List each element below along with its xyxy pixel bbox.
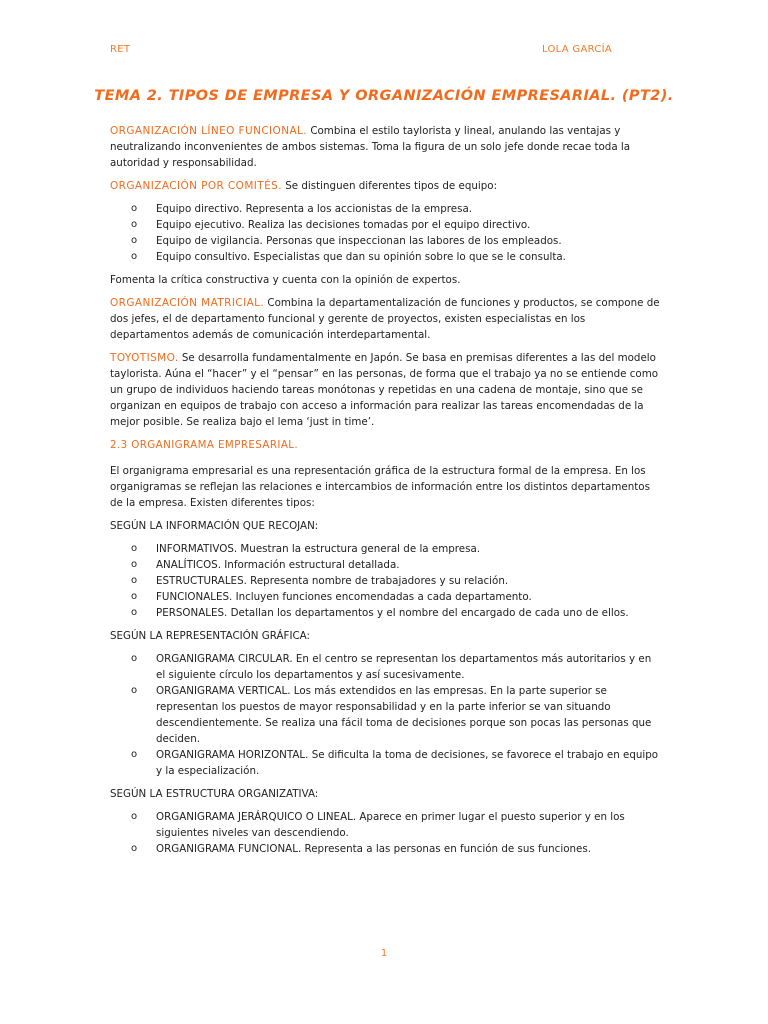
paragraph-toyotismo <box>110 350 660 430</box>
paragraph-lineo-funcional <box>110 123 660 171</box>
group-label-estructura: SEGÚN LA ESTRUCTURA ORGANIZATIVA: <box>110 788 319 800</box>
list-item: o Equipo de vigilancia. Personas que inspeccionan las labores de los empleados. <box>110 233 660 249</box>
header-left: RET <box>110 44 131 55</box>
paragraph-text: Combina la departamentalización de funciones y productos, se compone de dos jefes, el de departamento funcional y gerente de proyectos, existen especialistas en los departamentos además de comunicación interdepartamental. <box>110 297 660 341</box>
list-item: o ESTRUCTURALES. Representa nombre de trabajadores y su relación. <box>110 573 660 589</box>
list-item: o ORGANIGRAMA HORIZONTAL. Se dificulta la toma de decisiones, se favorece el trabajo en equipo y la especialización. <box>110 747 660 779</box>
paragraph-text: Se desarrolla fundamentalmente en Japón. Se basa en premisas diferentes a las del modelo taylorista. Aúna el “hacer” y el “pensar” en las personas, de forma que el trabajo ya no se entiende como un grupo de individuos haciendo tareas monótonas y repetidas en una cadena de montaje, sino que se organizan en equipos de trabajo con acceso a información para realizar las tareas encomendadas de la mejor posible. Se realiza bajo el lema ‘just in time’. <box>110 352 659 428</box>
list-item: o Equipo directivo. Representa a los accionistas de la empresa. <box>110 201 660 217</box>
estructura-list <box>110 809 660 857</box>
document-body <box>110 123 660 864</box>
keyword: ORGANIZACIÓN LÍNEO FUNCIONAL. <box>110 125 308 137</box>
keyword: TOYOTISMO. <box>110 352 179 364</box>
list-item: o ORGANIGRAMA VERTICAL. Los más extendidos en las empresas. En la parte superior se representan los puestos de mayor responsabilidad y en la parte inferior se van situando descendientemente. Se realiza una fácil toma de decisiones porque son pocas las personas que deciden. <box>110 683 660 747</box>
list-item: o FUNCIONALES. Incluyen funciones encomendadas a cada departamento. <box>110 589 660 605</box>
page-number: 1 <box>380 948 388 959</box>
group-label-representacion: SEGÚN LA REPRESENTACIÓN GRÁFICA: <box>110 630 310 642</box>
paragraph-fomenta: Fomenta la crítica constructiva y cuenta con la opinión de expertos. <box>110 274 461 286</box>
paragraph-text: Se distinguen diferentes tipos de equipo: <box>281 180 498 192</box>
list-item: o Equipo ejecutivo. Realiza las decisiones tomadas por el equipo directivo. <box>110 217 660 233</box>
group-label-informacion: SEGÚN LA INFORMACIÓN QUE RECOJAN: <box>110 520 319 532</box>
keyword: ORGANIZACIÓN POR COMITÉS. <box>110 180 282 192</box>
paragraph-comites <box>110 178 660 194</box>
paragraph-organigrama-intro: El organigrama empresarial es una representación gráfica de la estructura formal de la empresa. En los organigramas se reflejan las relaciones e intercambios de información entre los distintos departamentos de la empresa. Existen diferentes tipos: <box>110 465 650 509</box>
list-item: o ORGANIGRAMA FUNCIONAL. Representa a las personas en función de sus funciones. <box>110 841 660 857</box>
comites-list <box>110 201 660 265</box>
paragraph-matricial <box>110 295 660 343</box>
list-item: o ANALÍTICOS. Información estructural detallada. <box>110 557 660 573</box>
list-item: o PERSONALES. Detallan los departamentos y el nombre del encargado de cada uno de ellos. <box>110 605 660 621</box>
list-item: o ORGANIGRAMA CIRCULAR. En el centro se representan los departamentos más autoritarios y en el siguiente círculo los departamentos y así sucesivamente. <box>110 651 660 683</box>
keyword: ORGANIZACIÓN MATRICIAL. <box>110 297 265 309</box>
paragraph-text: Combina el estilo taylorista y lineal, anulando las ventajas y neutralizando inconvenientes de ambos sistemas. Toma la figura de un solo jefe donde recae toda la autoridad y responsabilidad. <box>110 125 631 169</box>
list-item: o INFORMATIVOS. Muestran la estructura general de la empresa. <box>110 541 660 557</box>
representacion-list <box>110 651 660 779</box>
list-item: o Equipo consultivo. Especialistas que dan su opinión sobre lo que se le consulta. <box>110 249 660 265</box>
page-title: TEMA 2. TIPOS DE EMPRESA Y ORGANIZACIÓN EMPRESARIAL. (PT2). <box>94 88 674 104</box>
informacion-list <box>110 541 660 621</box>
header-right: LOLA GARCÍA <box>542 44 613 55</box>
section-heading-organigrama: 2.3 ORGANIGRAMA EMPRESARIAL. <box>110 439 299 451</box>
list-item: o ORGANIGRAMA JERÁRQUICO O LINEAL. Aparece en primer lugar el puesto superior y en los siguientes niveles van descendiendo. <box>110 809 660 841</box>
